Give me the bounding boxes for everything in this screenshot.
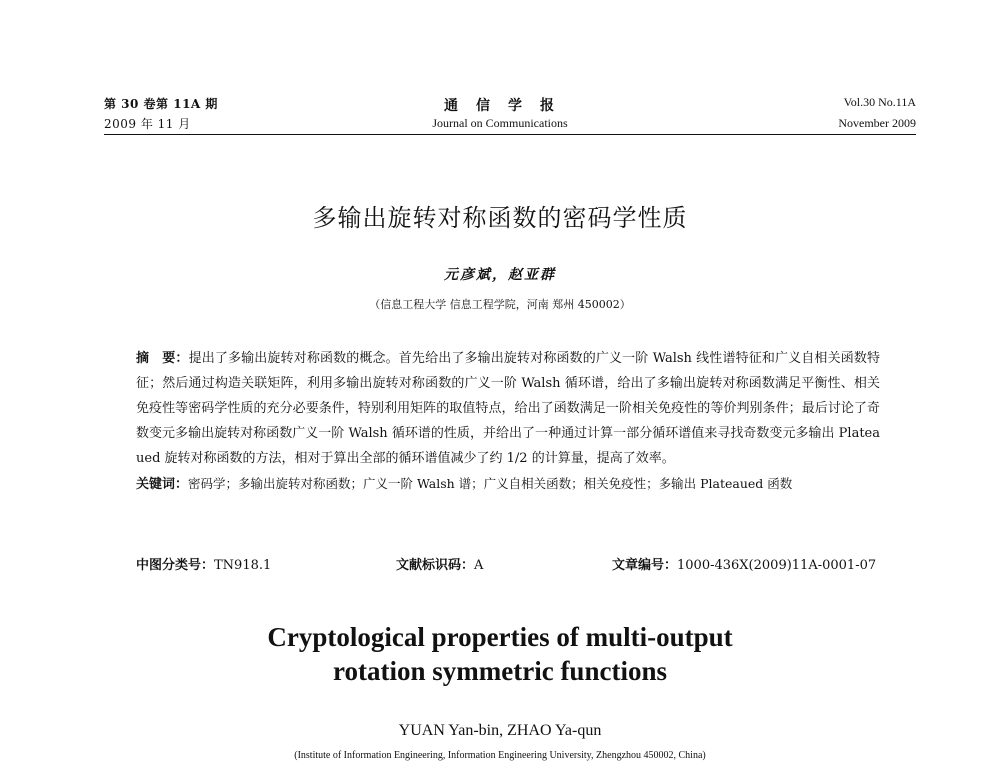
affiliation-cn: （信息工程大学 信息工程学院，河南 郑州 450002） (369, 298, 631, 311)
article-number-value: 1000-436X(2009)11A-0001-07 (677, 558, 877, 573)
abstract-label: 摘 要： (136, 351, 189, 366)
title-en-line-2: rotation symmetric functions (333, 656, 667, 686)
affiliation-en: (Institute of Information Engineering, Information Engineering University, Zhengzhou 450002, China) (294, 750, 706, 761)
title-cn: 多输出旋转对称函数的密码学性质 (312, 204, 688, 232)
clc-label: 中图分类号： (136, 558, 215, 573)
abstract-paragraph (136, 346, 880, 471)
authors-cn: 元彦斌，赵亚群 (444, 267, 556, 283)
keywords-text: 密码学；多输出旋转对称函数；广义一阶 Walsh 谱；广义自相关函数；相关免疫性；多输出 Plateaued 函数 (188, 476, 793, 491)
authors-en: YUAN Yan-bin, ZHAO Ya-qun (398, 722, 602, 739)
title-en (0, 620, 1000, 688)
header-rule (104, 134, 916, 135)
keywords-label: 关键词： (136, 477, 189, 492)
header-date-en: November 2009 (838, 116, 916, 130)
header-journal-en: Journal on Communications (432, 116, 568, 130)
article-number-label: 文章编号： (612, 558, 678, 573)
header-volume-en: Vol.30 No.11A (843, 95, 916, 109)
abstract-text: 提出了多输出旋转对称函数的概念。首先给出了多输出旋转对称函数的广义一阶 Walsh 线性谱特征和广义自相关函数特征；然后通过构造关联矩阵，利用多输出旋转对称函数的广义一阶 Walsh 循环谱，给出了多输出旋转对称函数满足平衡性、相关免疫性等密码学性质的充分必要条件，特别利用矩阵的取值特点，给出了函数满足一阶相关免疫性的等价判别条件；最后讨论了奇数变元多输出旋转对称函数广义一阶 Walsh 循环谱的性质，并给出了一种通过计算一部分循环谱值来寻找奇数变元多输出 Plateaued 旋转对称函数的方法，相对于算出全部的循环谱值减少了约 1/2 的计算量，提高了效率。 (136, 351, 880, 466)
clc-field (136, 554, 271, 573)
title-en-line-1: Cryptological properties of multi-output (267, 622, 733, 652)
doc-code-field (396, 554, 483, 573)
header-date-cn: 2009 年 11 月 (104, 117, 191, 131)
header-journal-cn: 通 信 学 报 (444, 98, 556, 114)
keywords-line (136, 471, 880, 497)
clc-value: TN918.1 (214, 558, 272, 573)
doc-code-label: 文献标识码： (396, 558, 475, 573)
header-volume-cn: 第 30 卷第 11A 期 (104, 97, 218, 111)
abstract-block (136, 346, 880, 497)
article-number-field (612, 554, 876, 573)
doc-code-value: A (474, 558, 484, 573)
